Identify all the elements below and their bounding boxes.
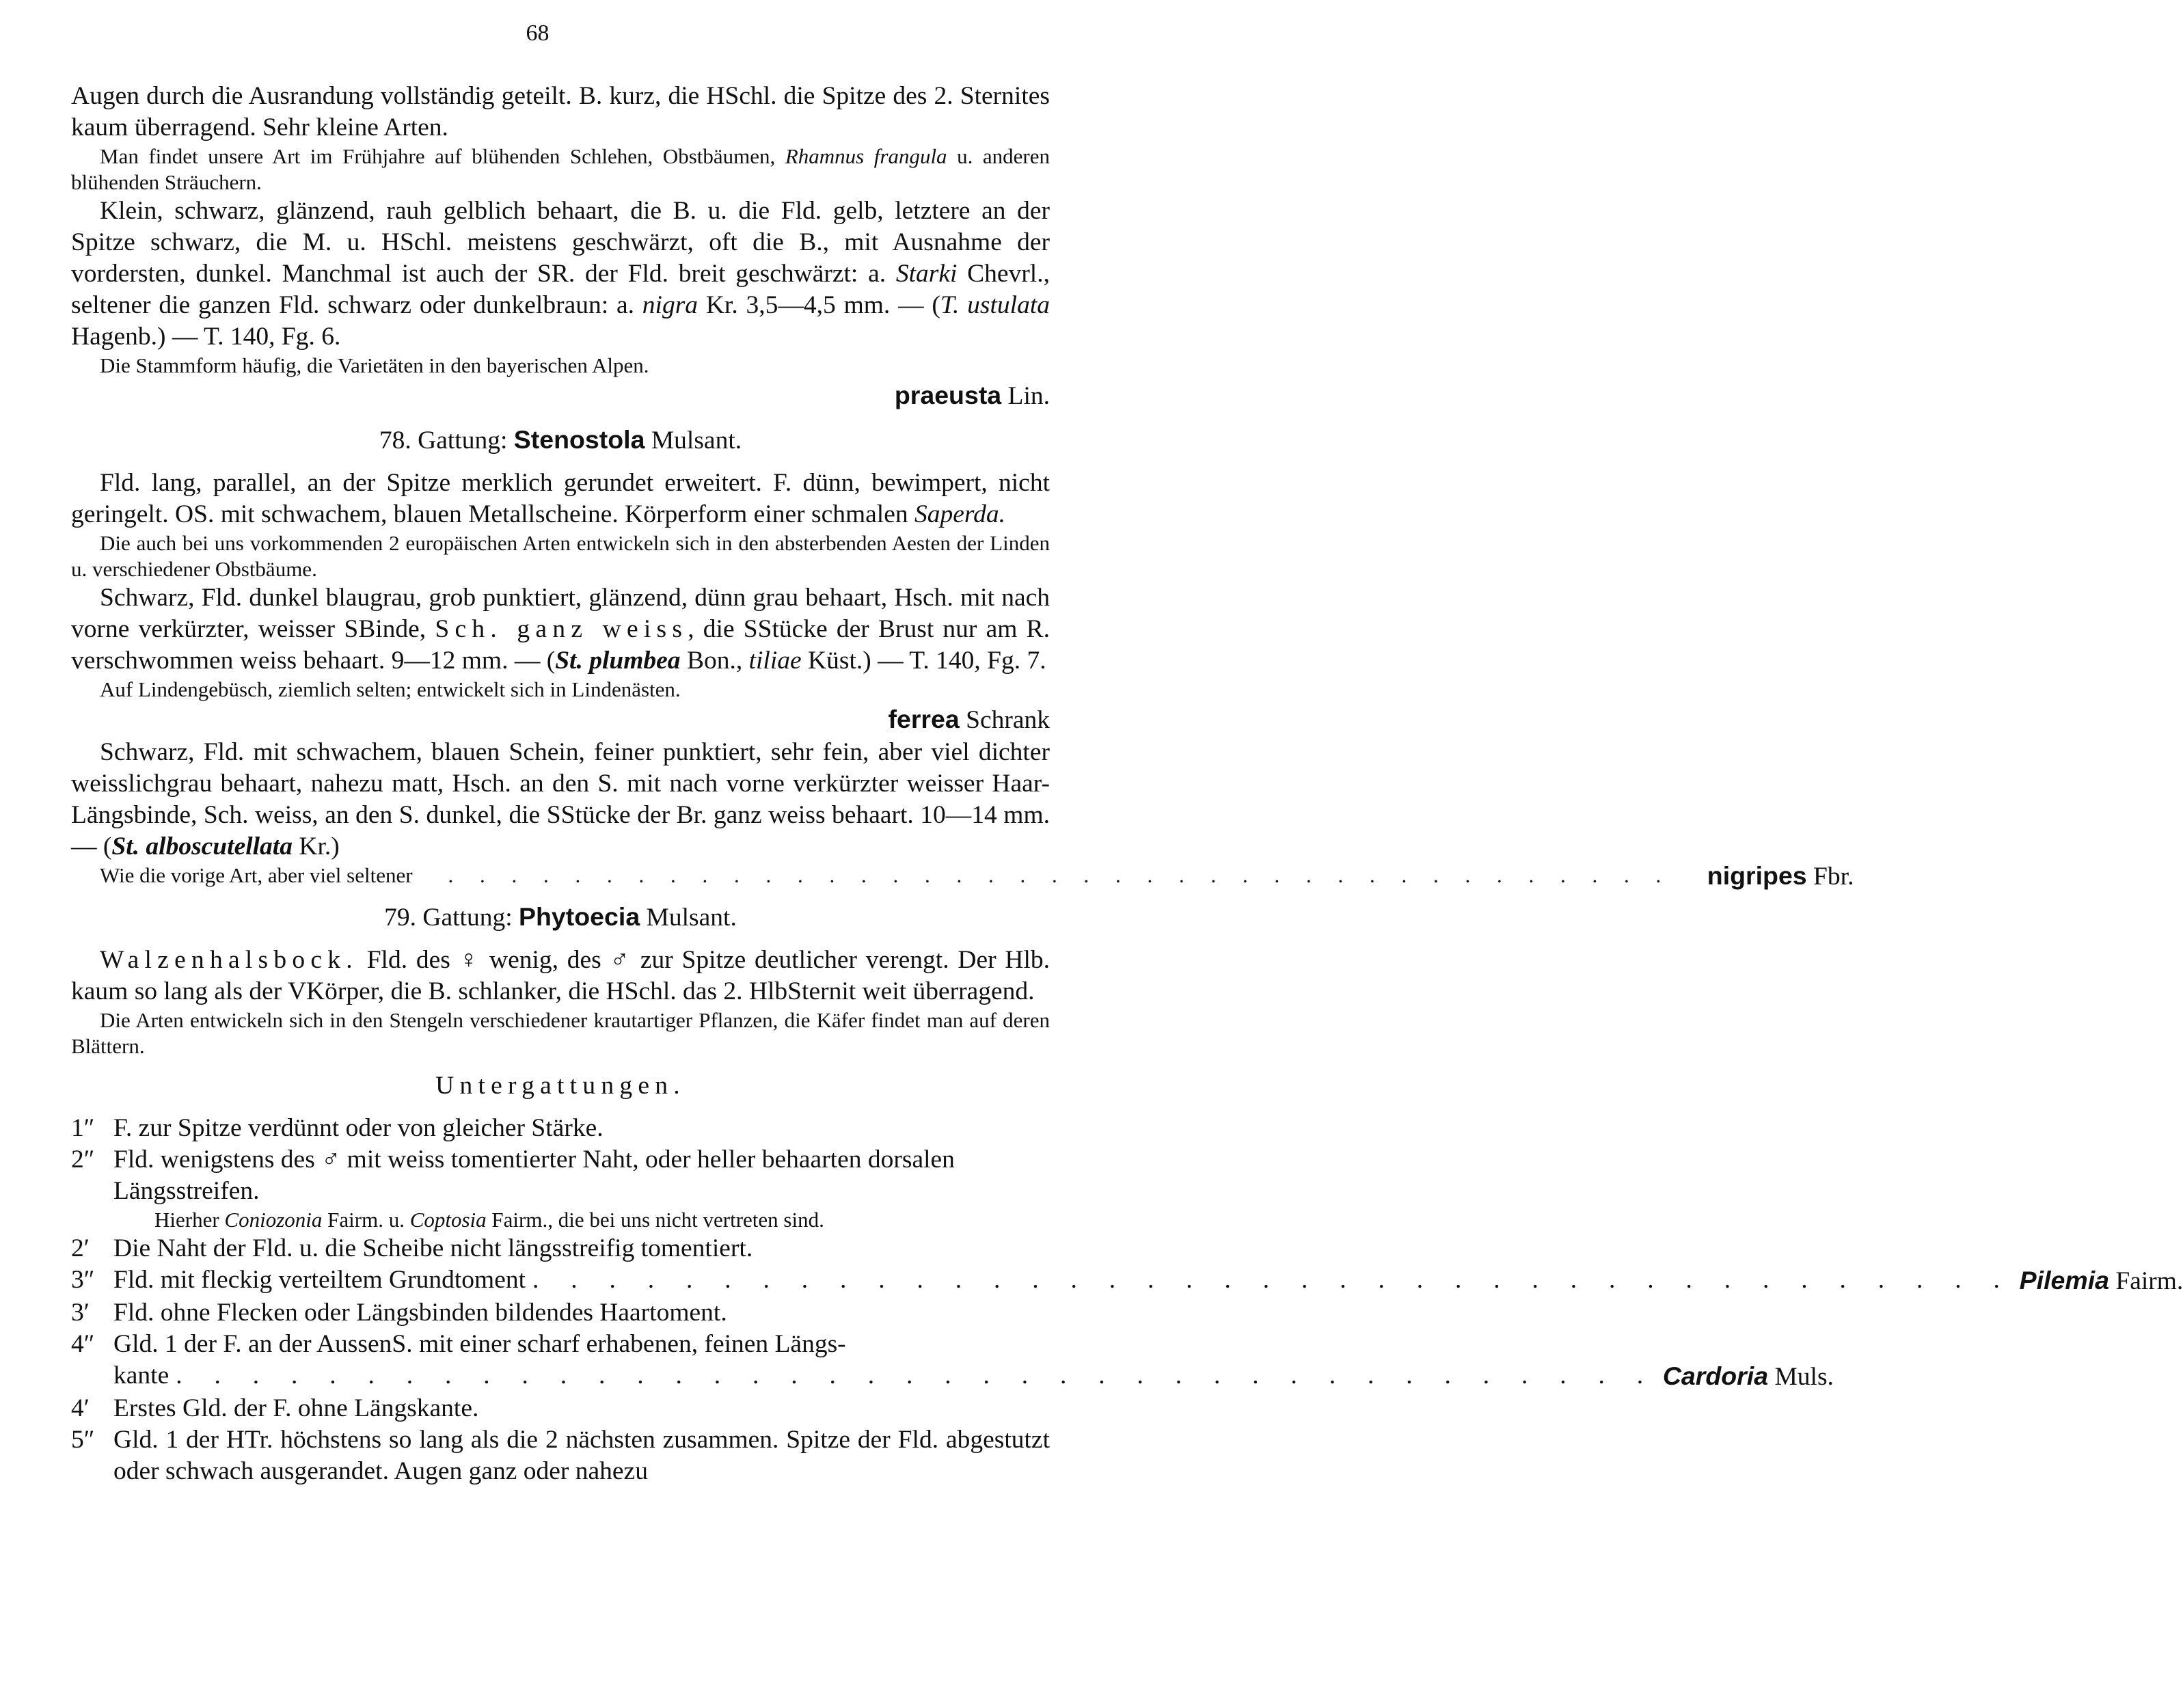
key-leader: [113, 1264, 2183, 1297]
text-run: Augen durch die Ausrandung vollständig geteilt. B. kurz, die HSchl. die Spitze des 2. Sternites kaum überragend. Sehr kleine Arten.: [71, 82, 1050, 141]
genus-number: 78. Gattung:: [379, 426, 514, 455]
italic-run: Saperda.: [914, 500, 1005, 528]
key-number: 3′: [71, 1299, 90, 1327]
key-text-wrap: [113, 1329, 1834, 1393]
genus-ref: [2020, 1264, 2183, 1297]
key-item: [71, 1233, 1050, 1264]
key-text: kante: [113, 1361, 170, 1390]
key-text: Fld. ohne Flecken oder Längsbinden bildendes Haartoment.: [113, 1299, 727, 1327]
italic-run: Coptosia: [409, 1208, 487, 1232]
species-author: Lin.: [1001, 382, 1050, 410]
leader-dots: . . . . . . . . . . . . . . . . . . . . . . . . . . . . . . . . . . . . . . .: [176, 1361, 1656, 1390]
subgenus-author: Muls.: [1768, 1363, 1834, 1391]
spaced-run: Sch. ganz weiss: [435, 615, 688, 643]
key-item: [71, 1113, 1050, 1144]
key-item: [71, 1297, 1050, 1329]
subgenus-name: Pilemia: [2019, 1266, 2109, 1294]
key-item: [71, 1393, 1050, 1424]
text-run: Fld. lang, parallel, an der Spitze merklich gerundet erweitert. F. dünn, bewimpert, nicht geringelt. OS. mit schwachem, blauen Metallscheine. Körperform einer schmalen: [71, 469, 1050, 528]
key-text: Fld. mit fleckig verteiltem Grundtoment: [113, 1266, 526, 1294]
spaced-run: Walzenhalsbock.: [100, 946, 358, 974]
genus-heading: [71, 899, 1050, 935]
paragraph: [71, 582, 1050, 677]
key-item: [71, 1424, 1050, 1487]
key-text: F. zur Spitze verdünnt oder von gleicher Stärke.: [113, 1114, 604, 1142]
italic-run: Coniozonia: [224, 1208, 323, 1232]
species-leader-line: [71, 861, 1854, 891]
genus-heading: [71, 422, 1050, 458]
genus-ref: [1663, 1360, 1834, 1393]
small-paragraph: Auf Lindengebüsch, ziemlich selten; entwickelt sich in Lindenästen.: [100, 677, 681, 701]
key-number: 4′: [71, 1394, 90, 1422]
species-name-line: [71, 703, 1050, 737]
leader-dots: . . . . . . . . . . . . . . . . . . . . . . . . . . . . . . . . . . . . . . .: [532, 1266, 2013, 1294]
text-run: Wie die vorige Art, aber viel seltener: [100, 863, 413, 887]
small-paragraph: Die auch bei uns vorkommenden 2 europäischen Arten entwickeln sich in den absterbenden Aesten der Linden u. verschiedener Obstbäume.: [71, 531, 1050, 581]
text-run: Kr.): [292, 832, 340, 860]
text-run: Hierher: [154, 1208, 225, 1232]
italic-run: Starki: [895, 260, 958, 288]
species-name-line: [71, 379, 1050, 413]
subgenus-name: Cardoria: [1662, 1361, 1769, 1390]
key-item: [71, 1329, 1834, 1393]
genus-author: Mulsant.: [645, 426, 742, 455]
key-text: Gld. 1 der F. an der AussenS. mit einer scharf erhabenen, feinen Längs-: [113, 1330, 846, 1358]
paragraph: [71, 467, 1050, 530]
leader-dots: . . . . . . . . . . . . . . . . . . . . . . . . . . . . . . . . . . . . . . .: [448, 863, 1672, 887]
text-column: [71, 81, 2183, 1487]
key-item: [71, 1144, 1050, 1207]
paragraph: [71, 945, 1050, 1007]
text-run: Fairm., die bei uns nicht vertreten sind.: [486, 1208, 824, 1232]
subgenera-heading: Untergattungen.: [435, 1072, 686, 1100]
small-paragraph: Die Arten entwickeln sich in den Stengeln verschiedener krautartiger Pflanzen, die Käfer findet man auf deren Blättern.: [71, 1008, 1050, 1058]
species-author: Schrank: [959, 706, 1050, 734]
italic-run: T. ustulata: [940, 291, 1050, 319]
italic-run: St. alboscutellata: [111, 832, 293, 860]
genus-author: Mulsant.: [640, 904, 737, 932]
key-note: [116, 1207, 1050, 1233]
species-name: ferrea: [888, 705, 960, 733]
text-run: Klein, schwarz, glänzend, rauh gelblich behaart, die B. u. die Fld. gelb, letztere an der Spitze schwarz, die M. u. HSchl. meistens geschwärzt, oft die B., mit Ausnahme der vordersten, dunkel. Manchmal ist auch der SR. der Fld. breit geschwärzt: a.: [71, 197, 1050, 288]
genus-number: 79. Gattung:: [384, 904, 519, 932]
text-run: Man findet unsere Art im Frühjahre auf blühenden Schlehen, Obstbäumen,: [100, 144, 776, 168]
paragraph: [71, 81, 1050, 144]
text-run: Chevrl., seltener die ganzen Fld. schwarz oder dunkelbraun: a.: [71, 260, 1050, 319]
text-run: Fld. des ♀ wenig, des ♂ zur Spitze deutlicher verengt. Der Hlb. kaum so lang als der VKörper, die B. schlanker, die HSchl. das 2. HlbSternit weit überragend.: [71, 946, 1050, 1005]
text-run: Schwarz, Fld. mit schwachem, blauen Schein, feiner punktiert, sehr fein, aber viel dichter weisslichgrau behaart, nahezu matt, Hsch. an den S. mit nach vorne verkürzter weisser Haar-Längsbinde, Sch. weiss, an den S. dunkel, die SStücke der Br. ganz weiss behaart. 10—14 mm. — (: [71, 738, 1050, 860]
paragraph: [71, 195, 1050, 353]
key-number: 2″: [71, 1146, 95, 1174]
key-text: Die Naht der Fld. u. die Scheibe nicht längsstreifig tomentiert.: [113, 1234, 753, 1262]
genus-name: Stenostola: [513, 425, 645, 454]
species-author: Fbr.: [1806, 863, 1854, 891]
text-run: Kr. 3,5—4,5 mm. — (: [698, 291, 940, 319]
key-number: 4″: [71, 1330, 95, 1358]
key-number: 3″: [71, 1266, 95, 1294]
species-name: nigripes: [1707, 861, 1807, 890]
key-item: [71, 1264, 2183, 1297]
small-paragraph: Die Stammform häufig, die Varietäten in den bayerischen Alpen.: [100, 353, 649, 377]
key-number: 2′: [71, 1234, 90, 1262]
page-number: 68: [526, 21, 550, 46]
italic-run: nigra: [642, 291, 699, 319]
paragraph: [71, 737, 1050, 863]
subgenus-author: Fairm.: [2109, 1267, 2183, 1295]
species-name-wrap: [1679, 863, 1854, 890]
text-run: u. anderen blühenden Sträuchern.: [71, 144, 1050, 194]
text-run: Bon.,: [680, 647, 749, 675]
key-leader: [113, 1360, 1834, 1393]
determination-key: [71, 1113, 2183, 1487]
key-text: Gld. 1 der HTr. höchstens so lang als die 2 nächsten zusammen. Spitze der Fld. abgestutzt oder schwach ausgerandet. Augen ganz oder nahezu: [113, 1426, 1050, 1485]
key-text: Erstes Gld. der F. ohne Längskante.: [113, 1394, 479, 1422]
text-run: Hagenb.) — T. 140, Fg. 6.: [71, 323, 341, 351]
small-paragraph: [71, 144, 1050, 195]
italic-run: tiliae: [748, 647, 802, 675]
italic-run: Rhamnus frangula: [785, 144, 947, 168]
key-number: 5″: [71, 1426, 95, 1454]
italic-run: St. plumbea: [555, 647, 681, 675]
key-number: 1″: [71, 1114, 95, 1142]
text-run: , die SStücke der Brust nur am R. verschwommen weiss behaart. 9—12 mm. — (: [71, 615, 1050, 675]
genus-name: Phytoecia: [519, 902, 640, 931]
text-run: Fairm. u.: [322, 1208, 410, 1232]
text-run: Schwarz, Fld. dunkel blaugrau, grob punktiert, glänzend, dünn grau behaart, Hsch. mit nach vorne verkürzter, weisser SBinde,: [71, 584, 1050, 643]
text-run: Küst.) — T. 140, Fg. 7.: [801, 647, 1046, 675]
key-text: Fld. wenigstens des ♂ mit weiss tomentierter Naht, oder heller behaarten dorsalen Längsstreifen.: [113, 1146, 955, 1205]
species-name: praeusta: [894, 381, 1002, 409]
